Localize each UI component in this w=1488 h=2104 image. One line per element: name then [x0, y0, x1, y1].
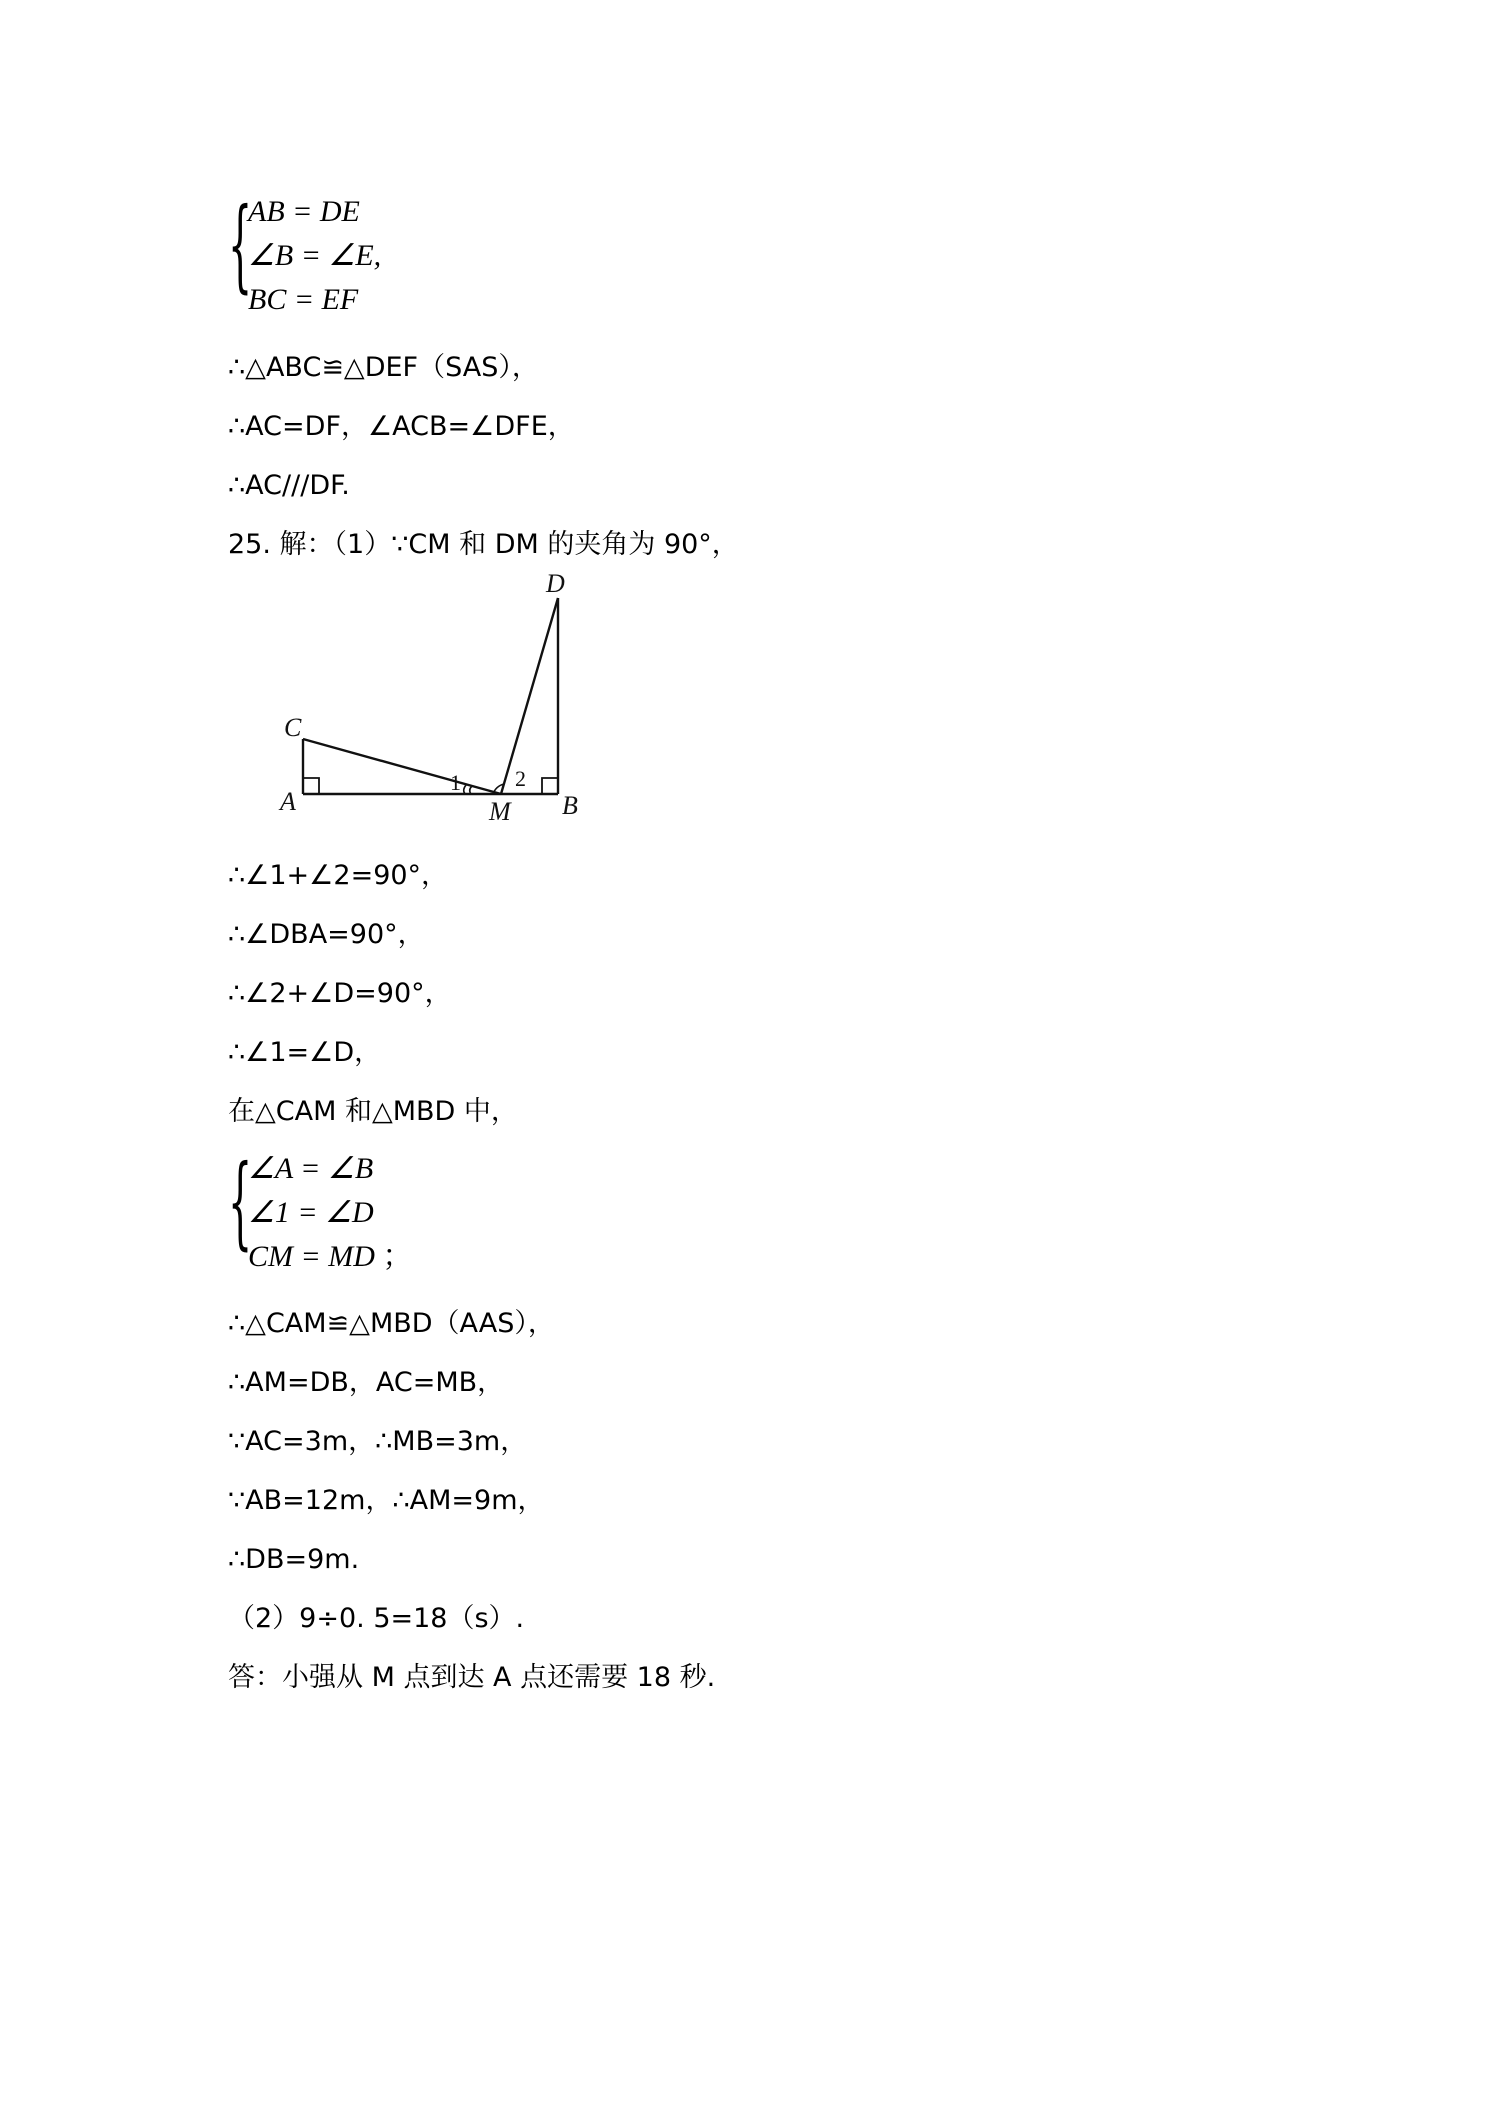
proof-line: ∴∠2+∠D=90°， [228, 978, 452, 1009]
proof-line: ∴∠1=∠D， [228, 1037, 382, 1068]
proof-line: ∴AC=DF，∠ACB=∠DFE， [228, 411, 575, 442]
proof-line: 在△CAM 和△MBD 中， [228, 1096, 518, 1127]
label-angle-2: 2 [515, 766, 526, 791]
proof-line: ∴DB=9m. [228, 1544, 360, 1575]
problem-heading: 25. 解：（1）∵CM 和 DM 的夹角为 90°， [228, 529, 739, 560]
equation: CM = MD [248, 1240, 375, 1273]
label-M: M [489, 797, 511, 826]
proof-line: ∵AC=3m，∴MB=3m， [228, 1426, 528, 1457]
equation: ∠B = ∠E, [248, 239, 382, 272]
equation: BC = EF [248, 283, 359, 316]
angle-1-arc [464, 785, 466, 794]
left-brace: { [228, 1143, 253, 1260]
left-brace: { [228, 186, 253, 303]
label-angle-1: 1 [450, 770, 461, 795]
proof-line: ∴∠DBA=90°， [228, 919, 425, 950]
semicolon: ； [382, 1240, 413, 1273]
proof-line: ∵AB=12m，∴AM=9m， [228, 1485, 545, 1516]
equation: ∠A = ∠B [248, 1152, 374, 1185]
proof-line: ∴△CAM≌△MBD（AAS）， [228, 1308, 555, 1339]
answer-line: 答：小强从 M 点到达 A 点还需要 18 秒. [228, 1662, 716, 1693]
proof-line: ∴△ABC≌△DEF（SAS）， [228, 352, 539, 383]
right-angle-B [542, 778, 558, 794]
equation-system-1 [228, 186, 628, 320]
label-B: B [562, 791, 578, 820]
proof-line: ∴∠1+∠2=90°， [228, 860, 449, 891]
label-C: C [284, 713, 302, 742]
equation: ∠1 = ∠D [248, 1196, 374, 1229]
equation-system-2 [228, 1143, 628, 1277]
geometry-figure [228, 574, 638, 830]
segment-MD [501, 598, 558, 794]
proof-line: ∴AC///DF. [228, 470, 350, 501]
label-D: D [546, 574, 565, 598]
proof-line: ∴AM=DB，AC=MB， [228, 1367, 505, 1398]
equation: AB = DE [248, 195, 360, 228]
right-angle-A [303, 778, 319, 794]
equation-last [248, 1239, 412, 1275]
angle-1-arc-2 [470, 786, 472, 794]
label-A: A [280, 787, 296, 816]
proof-line: （2）9÷0. 5=18（s）. [228, 1603, 525, 1634]
